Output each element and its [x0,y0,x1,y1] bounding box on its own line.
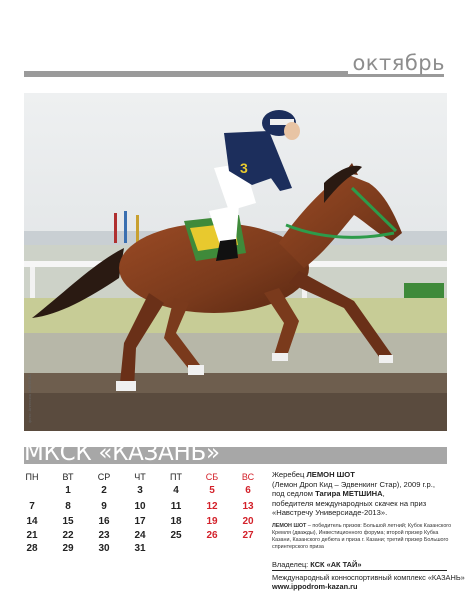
calendar-day: 3 [137,485,143,496]
horse-description [272,470,452,518]
horse-line-3 [272,489,452,499]
ridden-by-label: под седлом [272,489,316,498]
calendar-day: 8 [65,501,71,512]
race-photo [24,93,447,431]
calendar-day: 22 [62,530,74,541]
calendar-day-weekend: 5 [209,485,215,496]
calendar-day: 15 [62,516,74,527]
weekday-label: ПТ [170,472,182,482]
owner-label: Владелец: [272,560,311,569]
month-title: октябрь [348,52,445,74]
calendar-weekday-row [24,470,264,484]
calendar-day: 7 [29,501,35,512]
owner-name: КСК «АК ТАЙ» [310,560,362,569]
calendar-day-weekend: 26 [206,530,218,541]
racehorse-illustration [24,93,447,431]
calendar-day: 9 [101,501,107,512]
jockey-name: Тагира МЕТШИНА [315,489,383,498]
calendar-day: 18 [170,516,182,527]
weekday-label-weekend: СБ [205,472,219,482]
calendar-day-weekend: 12 [206,501,218,512]
horse-name: ЛЕМОН ШОТ [306,470,355,479]
calendar-day: 30 [98,543,110,554]
saddle-number: 3 [240,160,248,176]
calendar-day: 14 [26,516,38,527]
weekday-label: ЧТ [134,472,146,482]
horse-type: Жеребец [272,470,307,479]
photo-credit: фото: Ангелина МАКЕЕВА [27,374,32,423]
calendar-day: 29 [62,543,74,554]
prize-text: – победитель призов: Большой летний; Кубок Казанского Кремля (дважды), Инвестиционного форума; второй призер Кубка Казани, Казанского дебюта и приза г. Казани; третий призер Большого спринтерского приза [272,523,452,550]
website-link[interactable]: www.ippodrom-kazan.ru [272,582,358,591]
calendar-week-4 [24,529,264,543]
complex-brand-title: МКСК «КАЗАНЬ» [24,440,220,466]
calendar-day: 16 [98,516,110,527]
calendar-week-2 [24,500,264,514]
calendar-day-weekend: 13 [242,501,254,512]
calendar-day: 1 [65,485,71,496]
divider [272,570,447,571]
calendar-day-weekend: 20 [242,516,254,527]
owner-line [272,560,452,569]
weekday-label: ВТ [62,472,74,482]
calendar-day: 10 [134,501,146,512]
calendar-day: 24 [134,530,146,541]
horse-line-5: «Навстречу Универсиаде-2013». [272,508,388,517]
weekday-label: ПН [25,472,39,482]
calendar-day: 4 [173,485,179,496]
calendar-day-weekend: 27 [242,530,254,541]
calendar-day: 23 [98,530,110,541]
calendar-day: 17 [134,516,146,527]
calendar-day-weekend: 19 [206,516,218,527]
calendar-week-3 [24,515,264,529]
calendar-day: 11 [170,501,182,512]
calendar-week-5 [24,542,264,556]
horse-line-1 [272,470,452,480]
calendar-day: 28 [26,543,38,554]
calendar-day: 2 [101,485,107,496]
complex-name: Международный конноспортивный комплекс «КАЗАНЬ» [272,573,465,582]
prize-list [272,523,452,551]
horse-pedigree: (Лемон Дроп Кид – Эдвенкинг Стар), 2009 г.р., [272,479,435,489]
calendar-day: 25 [170,530,182,541]
weekday-label-weekend: ВС [241,472,255,482]
weekday-label: СР [97,472,111,482]
calendar-day-weekend: 6 [245,485,251,496]
calendar-day: 21 [26,530,38,541]
calendar-week-1 [24,484,264,498]
prize-horse-name: ЛЕМОН ШОТ [272,523,307,529]
punctuation: , [382,489,385,498]
horse-line-4: победителя международных скачек на приз [272,498,427,508]
calendar-day: 31 [134,543,146,554]
